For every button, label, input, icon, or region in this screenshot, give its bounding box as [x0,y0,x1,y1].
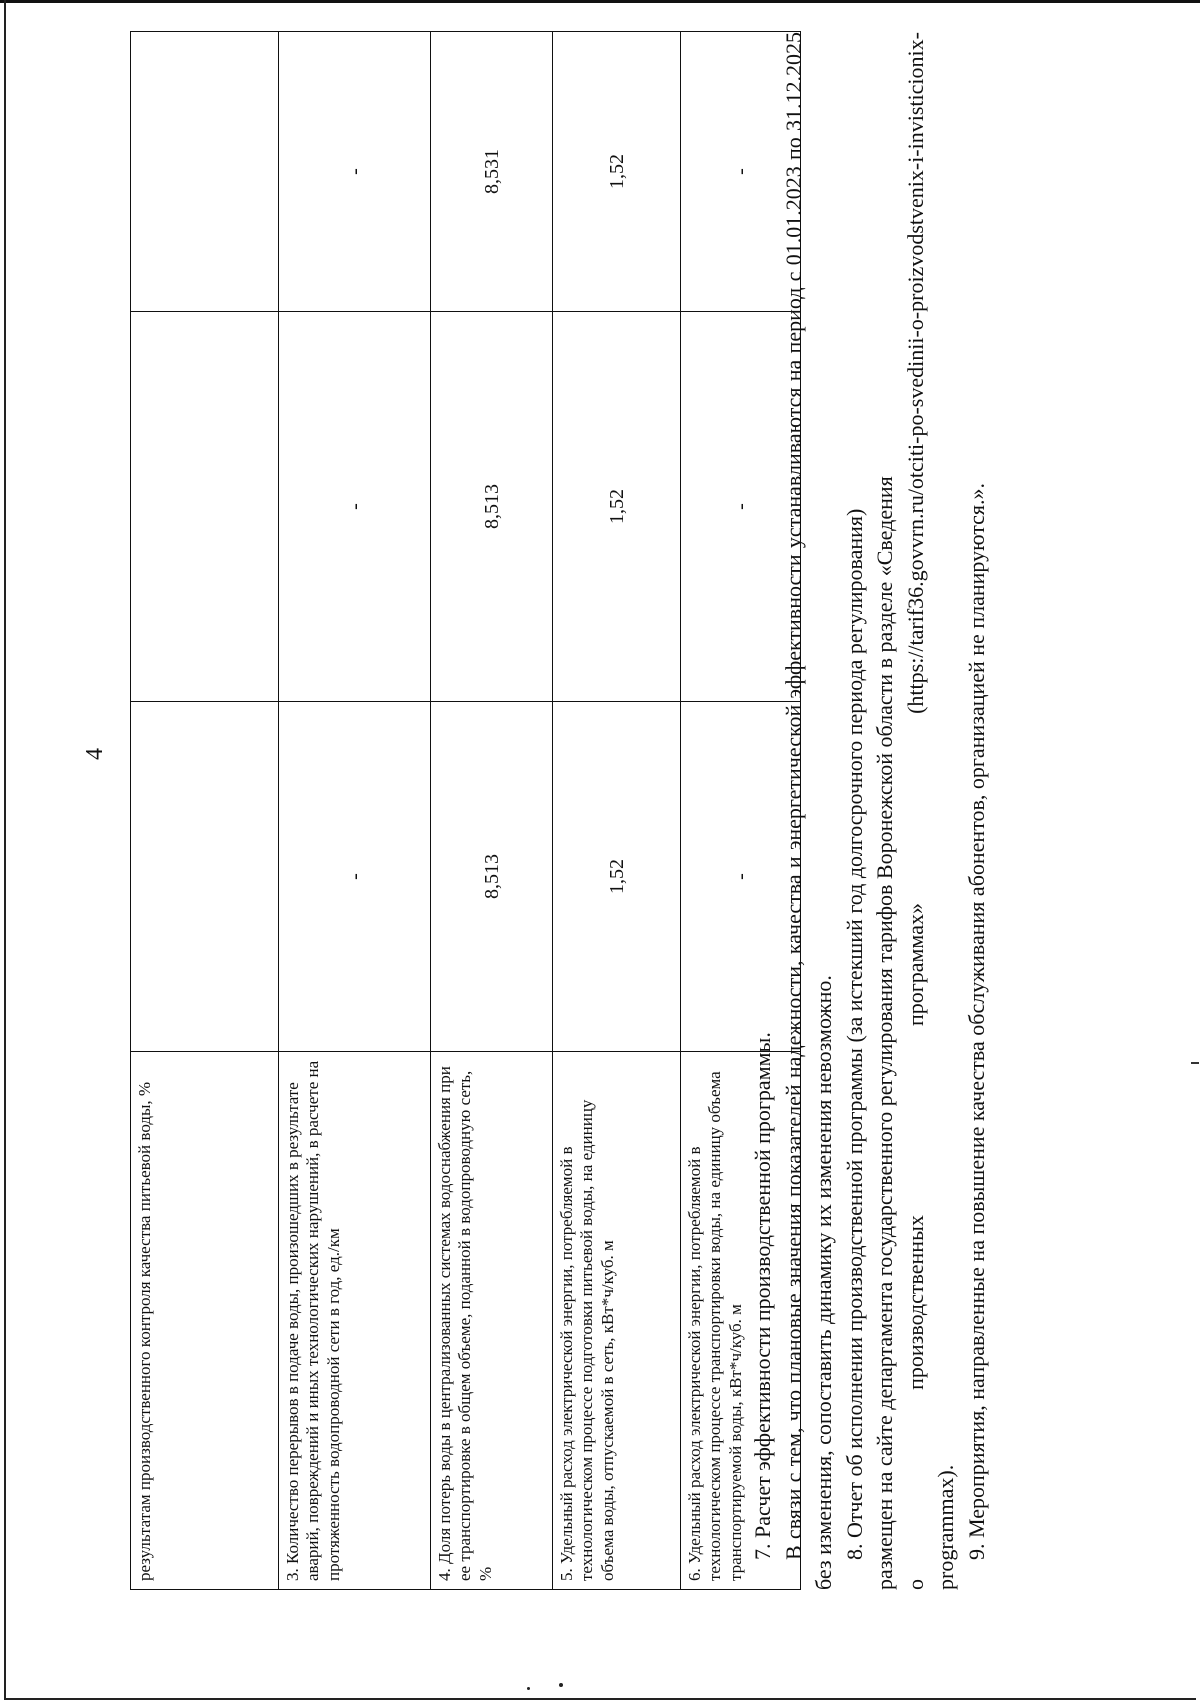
rotated-page-content [130,30,1200,1590]
indicator-label: 6. Удельный расход электрической энергии, потребляемой в технологическом процессе транспортировки воды, на единицу объема транспортируемой воды, кВт*ч/куб. м [681,1052,801,1590]
section-8-line-4: programmax). [933,1464,958,1590]
value-cell: 1,52 [553,702,681,1052]
indicators-table [130,31,801,1590]
indicator-label: 5. Удельный расход электрической энергии, потребляемой в технологическом процессе подготовки питьевой воды, на единицу объема воды, отпускаемой в сеть, кВт*ч/куб. м [553,1052,681,1590]
value-cell: - [681,702,801,1052]
section-8-word: программах» [902,903,928,1027]
value-cell: - [681,32,801,312]
indicator-label: результатам производственного контроля качества питьевой воды, % [131,1052,279,1590]
indicator-label: 4. Доля потерь воды в централизованных системах водоснабжения при ее транспортировке в общем объеме, поданной в водопроводную сеть, % [431,1052,553,1590]
section-7-heading: 7. Расчет эффективности производственной программы. [750,1032,775,1560]
value-cell: 8,513 [431,312,553,702]
value-cell: 8,513 [431,702,553,1052]
section-8-link: (https://tarif36.govvrn.ru/otciti-po-svedinii-o-proizvodstvenix-i-invisticionix- [902,32,928,714]
section-8-line-3 [901,32,932,1590]
value-cell: - [279,702,431,1052]
section-8-word: о [902,1579,928,1590]
indicator-label: 3. Количество перерывов в подаче воды, произошедших в результате аварий, повреждений и иных технологических нарушений, в расчете на протяженность водопроводной сети в год, ед./км [279,1052,431,1590]
table-row [279,32,431,1590]
value-cell: 8,531 [431,32,553,312]
scan-speck [559,1683,563,1687]
value-cell [131,32,279,312]
value-cell [131,702,279,1052]
section-9: 9. Мероприятия, направленные на повышение качества обслуживания абонентов, организацией не планируются.». [963,482,989,1560]
scan-speck [527,1687,530,1690]
section-8-word: производственных [902,1215,928,1390]
value-cell: - [279,312,431,702]
section-8-line-1: 8. Отчет об исполнении производственной программы (за истекший год долгосрочного периода регулирования) [841,508,867,1560]
section-8-line-2: размещен на сайте департамента государственного регулирования тарифов Воронежской области в разделе «Сведения [872,476,897,1590]
page-number: 4 [82,748,108,760]
value-cell: 1,52 [553,32,681,312]
value-cell [131,312,279,702]
report-text [748,32,992,1590]
value-cell: - [279,32,431,312]
value-cell: 1,52 [553,312,681,702]
table-row [553,32,681,1590]
table-row [431,32,553,1590]
section-7-body: В связи с тем, что плановые значения показателей надежности, качества и энергетической эффективности устанавливаются на период с 01.01.2023 по 31.12.2025 без изменения, сопоставить динамику их изменения невозможно. [780,32,836,1590]
table-row [131,32,279,1590]
value-cell: - [681,312,801,702]
